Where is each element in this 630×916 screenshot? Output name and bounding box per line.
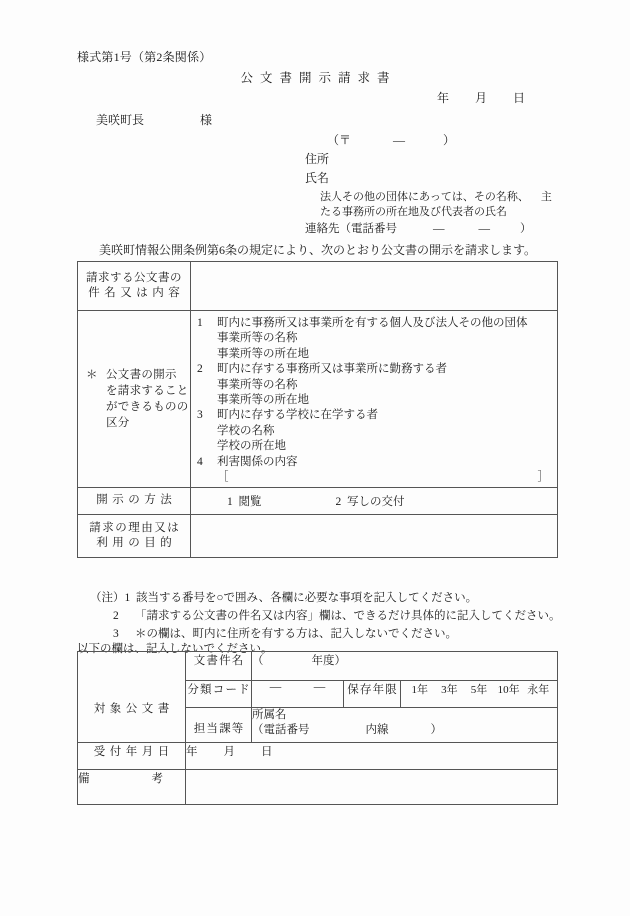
category-item-4-bracket-field[interactable] [191, 470, 557, 487]
official-use-table [77, 651, 558, 805]
category-label-cell [78, 311, 191, 488]
corporate-note-line-1 [320, 188, 552, 204]
method-option-1-text: 閲覧 [238, 496, 262, 509]
corporate-note-text-1: 法人その他の団体にあっては、その名称、 [320, 191, 529, 203]
category-item-4-text: 利害関係の内容 [217, 455, 298, 468]
class-code-value-cell[interactable] [252, 681, 344, 708]
method-option-2[interactable] [336, 493, 405, 509]
date-month-label: 月 [475, 91, 488, 105]
category-item-1-sub-1: 事業所等の名称 [217, 332, 298, 345]
receipt-day-label: 日 [261, 746, 273, 758]
doc-name-value-cell[interactable] [252, 652, 558, 681]
category-item-1-text: 町内に事務所又は事業所を有する個人及び法人その他の団体 [217, 317, 528, 329]
office-row-receipt-date [78, 743, 558, 770]
doc-name-label-cell: 文書件名 [186, 652, 252, 681]
office-row-doc-name [78, 652, 558, 681]
contact-dash-2: — [478, 223, 490, 235]
retention-option-1y[interactable]: 1年 [411, 684, 428, 696]
notes-tail-sentence: 以下の欄は、記入しないでください。 [77, 643, 273, 655]
retention-label-cell: 保存年限 [344, 681, 401, 708]
note-item-2 [113, 607, 561, 623]
note-3-text: ＊の欄は、町内に住所を有する方は、記入しないでください。 [135, 628, 457, 640]
category-options-cell [191, 311, 558, 488]
form-number: 様式第1号（第2条関係） [77, 50, 212, 64]
category-item-4[interactable] [191, 455, 557, 470]
reason-label-line-1: 請求の理由又は [89, 522, 181, 535]
category-label-line-1 [86, 367, 189, 383]
method-options-cell [191, 488, 558, 515]
method-option-1[interactable] [227, 496, 262, 508]
postal-dash: — [393, 133, 406, 147]
method-option-2-number: 2 [335, 496, 342, 509]
class-code-dash-1: — [269, 681, 282, 693]
method-label-cell [78, 488, 191, 515]
category-item-3-text: 町内に存する学校に在学する者 [217, 409, 378, 422]
category-item-2-number: 2 [197, 363, 203, 376]
list-item[interactable] [191, 455, 557, 487]
class-code-dash-2: — [313, 681, 326, 693]
category-item-3-sub-2: 学校の所在地 [217, 440, 286, 453]
retention-option-5y[interactable]: 5年 [470, 684, 488, 696]
table-row-reason [78, 515, 558, 558]
category-item-3-sub-1: 学校の名称 [217, 424, 275, 437]
department-affiliation-label: 所属名 [252, 709, 287, 721]
date-year-label: 年 [437, 91, 450, 105]
postal-code-line [327, 131, 455, 148]
subject-label-line-2: 件名又は内容 [88, 287, 185, 299]
applicant-address-label: 住所 [305, 152, 330, 166]
reason-input-cell[interactable] [191, 515, 558, 558]
remarks-label-cell [78, 770, 186, 805]
department-label: 担当課等 [193, 723, 245, 735]
reason-label-cell [78, 515, 191, 558]
note-2-number: 2 [113, 610, 119, 622]
table-row-category [78, 311, 558, 488]
note-1-text: 該当する番号を○で囲み、各欄に必要な事項を記入してください。 [136, 592, 478, 604]
intro-sentence: 美咲町情報公開条例第6条の規定により、次のとおり公文書の開示を請求します。 [99, 243, 537, 257]
corporate-note-text-1-tail: 主 [540, 191, 552, 203]
note-1-number: 1 [124, 592, 131, 604]
method-option-1-number: 1 [227, 496, 233, 509]
notes-prefix: （注） [90, 592, 125, 604]
contact-label: 連絡先（電話番号 [305, 223, 397, 235]
postal-symbol: （〒 [327, 133, 352, 147]
retention-option-3y[interactable]: 3年 [441, 684, 458, 696]
page-title: 公文書開示請求書 [240, 71, 397, 85]
date-day-label: 日 [513, 91, 526, 105]
addressee-honorific: 様 [200, 113, 213, 127]
table-row-subject [78, 262, 558, 311]
category-item-1-sub-2: 事業所等の所在地 [217, 347, 309, 360]
category-item-1[interactable] [191, 316, 557, 331]
subject-label-cell [78, 262, 191, 311]
retention-option-10y[interactable]: 10年 [497, 684, 520, 696]
request-table [77, 261, 558, 558]
postal-close-paren: ） [443, 133, 456, 147]
category-item-3[interactable] [191, 408, 557, 423]
doc-name-fiscal-year: 年度） [311, 655, 346, 667]
receipt-year-label: 年 [186, 746, 198, 758]
remarks-value-cell[interactable] [186, 770, 558, 805]
note-item-1 [90, 589, 477, 605]
category-item-2[interactable] [191, 362, 557, 377]
note-3-number: 3 [113, 628, 119, 640]
remarks-label-tail: 考 [151, 773, 163, 785]
category-item-2-sub-2: 事業所等の所在地 [217, 394, 309, 407]
asterisk-marker: ＊ [86, 369, 98, 381]
department-phone-line [252, 723, 557, 738]
retention-options-cell [401, 681, 558, 708]
addressee-name: 美咲町長 [96, 113, 145, 127]
class-code-label-cell: 分類コード [186, 681, 252, 708]
category-option-list [191, 311, 557, 487]
target-document-label: 対象公文書 [93, 703, 174, 715]
category-item-1-number: 1 [197, 317, 203, 329]
addressee-line [96, 111, 212, 128]
subject-label-line-1: 請求する公文書の [86, 272, 182, 284]
contact-dash-1: — [433, 223, 445, 235]
list-item[interactable] [191, 362, 557, 408]
note-2-text: 「請求する公文書の件名又は内容」欄は、できるだけ具体的に記入してください。 [135, 610, 561, 622]
receipt-month-label: 月 [223, 746, 235, 758]
category-item-4-number: 4 [197, 455, 203, 468]
table-row-method [78, 488, 558, 515]
category-item-2-text: 町内に存する事務所又は事業所に勤務する者 [217, 363, 447, 376]
subject-input-cell[interactable] [191, 262, 558, 311]
department-value-cell[interactable] [252, 708, 558, 743]
note-item-3 [113, 625, 457, 641]
category-label-line-3: ができるものの [106, 401, 189, 413]
category-label-text-1: 公文書の開示 [106, 369, 177, 381]
department-phone-close-paren: ） [430, 724, 442, 736]
doc-name-open-paren: （ [252, 655, 264, 667]
target-document-label-cell [78, 652, 186, 743]
receipt-date-value-cell[interactable] [186, 743, 558, 770]
receipt-date-label-cell: 受付年月日 [78, 743, 186, 770]
method-label: 開示の方法 [96, 494, 177, 507]
bracket-right: ］ [537, 471, 549, 484]
method-options [191, 488, 557, 509]
retention-option-permanent[interactable]: 永年 [527, 684, 550, 696]
issue-date-line [437, 89, 525, 106]
category-item-3-number: 3 [197, 409, 203, 422]
department-label-cell [186, 708, 252, 743]
category-label-line-2: を請求すること [106, 385, 189, 397]
bracket-left: ［ [217, 471, 229, 484]
list-item[interactable] [191, 408, 557, 454]
category-item-2-sub-1: 事業所等の名称 [217, 378, 298, 391]
department-phone-label: （電話番号 [252, 724, 310, 736]
method-option-2-text: 写しの交付 [347, 496, 405, 509]
department-extension-label: 内線 [365, 724, 389, 736]
category-label-line-4: 区分 [106, 417, 130, 429]
contact-close-paren: ） [520, 223, 532, 235]
remarks-label: 備 [78, 773, 90, 785]
applicant-name-label: 氏名 [305, 171, 330, 185]
list-item[interactable] [191, 316, 557, 362]
corporate-note-line-2: たる事務所の所在地及び代表者の氏名 [320, 206, 507, 218]
reason-label-line-2: 利用の目的 [96, 537, 177, 550]
applicant-contact-line [305, 220, 532, 236]
office-row-remarks [78, 770, 558, 805]
